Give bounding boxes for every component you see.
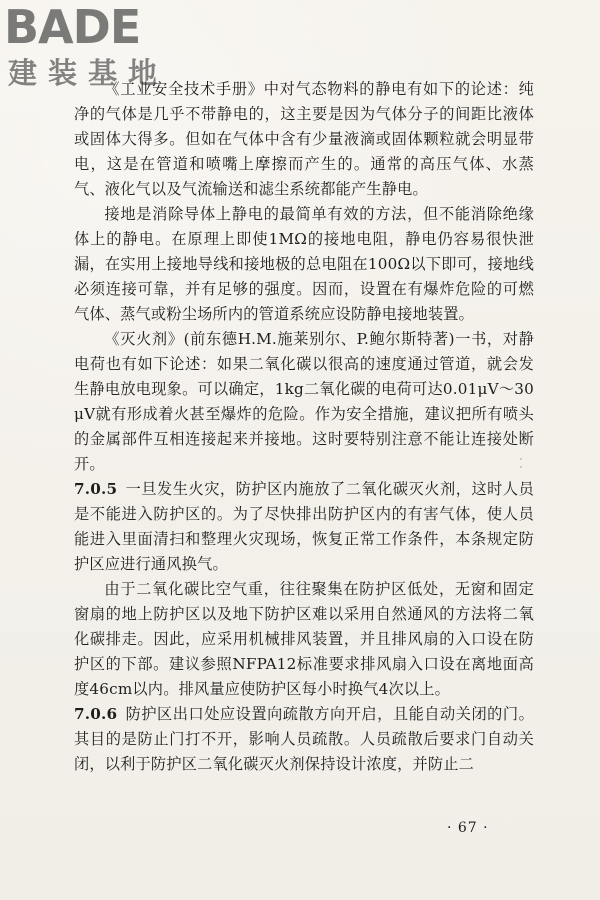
bade-logo	[4, 0, 182, 96]
section-7-0-5-number: 7.0.5	[74, 480, 118, 498]
section-7-0-5	[74, 477, 534, 577]
paragraph-3-text: 《灭火剂》(前东德H.M.施莱别尔、P.鲍尔斯特著)一书，对静电荷也有如下论述：如果二氧化碳以很高的速度通过管道，就会发生静电放电现象。可以确定，1kg二氧化碳的电荷可达0.01μV～30μV就有形成着火甚至爆炸的危险。作为安全措施，建议把所有喷头的金属部件互相连接起来并接地。这时要特别注意不能让连接处断开。	[74, 330, 534, 473]
section-7-0-6-text: 防护区出口处应设置向疏散方向开启，且能自动关闭的门。其目的是防止门打不开，影响人员疏散。人员疏散后要求门自动关闭，以利于防护区二氧化碳灭火剂保持设计浓度，并防止二	[74, 705, 534, 773]
logo-main-text: BADE	[4, 0, 141, 54]
logo-sub-text: 建装基地	[8, 56, 169, 90]
paragraph-5	[74, 577, 534, 702]
section-7-0-6	[74, 702, 534, 777]
paragraph-5-text: 由于二氧化碳比空气重，往往聚集在防护区低处，无窗和固定窗扇的地上防护区以及地下防护区难以采用自然通风的方法将二氧化碳排走。因此，应采用机械排风装置，并且排风扇的入口设在防护区的下部。建议参照NFPA12标准要求排风扇入口设在离地面高度46cm以内。排风量应使防护区每小时换气4次以上。	[74, 580, 534, 698]
document-content	[74, 77, 534, 777]
section-7-0-5-text: 一旦发生火灾，防护区内施放了二氧化碳灭火剂，这时人员是不能进入防护区的。为了尽快排出防护区内的有害气体，使人员能进入里面清扫和整理火灾现场，恢复正常工作条件，本条规定防护区应进行通风换气。	[74, 480, 534, 573]
paragraph-1-text: 《工业安全技术手册》中对气态物料的静电有如下的论述：纯净的气体是几乎不带静电的，这主要是因为气体分子的间距比液体或固体大得多。但如在气体中含有少量液滴或固体颗粒就会明显带电，这是在管道和喷嘴上摩擦而产生的。通常的高压气体、水蒸气、液化气以及气流输送和滤尘系统都能产生静电。	[74, 80, 534, 198]
paragraph-2	[74, 202, 534, 327]
section-7-0-6-number: 7.0.6	[74, 705, 118, 723]
paragraph-3	[74, 327, 534, 477]
paragraph-2-text: 接地是消除导体上静电的最简单有效的方法，但不能消除绝缘体上的静电。在原理上即使1MΩ的接地电阻，静电仍容易很快泄漏，在实用上接地导线和接地极的总电阻在100Ω以下即可，接地线必须连接可靠，并有足够的强度。因而，设置在有爆炸危险的可燃气体、蒸气或粉尘场所内的管道系统应设防静电接地装置。	[74, 205, 534, 323]
page-number: · 67 ·	[447, 820, 489, 836]
